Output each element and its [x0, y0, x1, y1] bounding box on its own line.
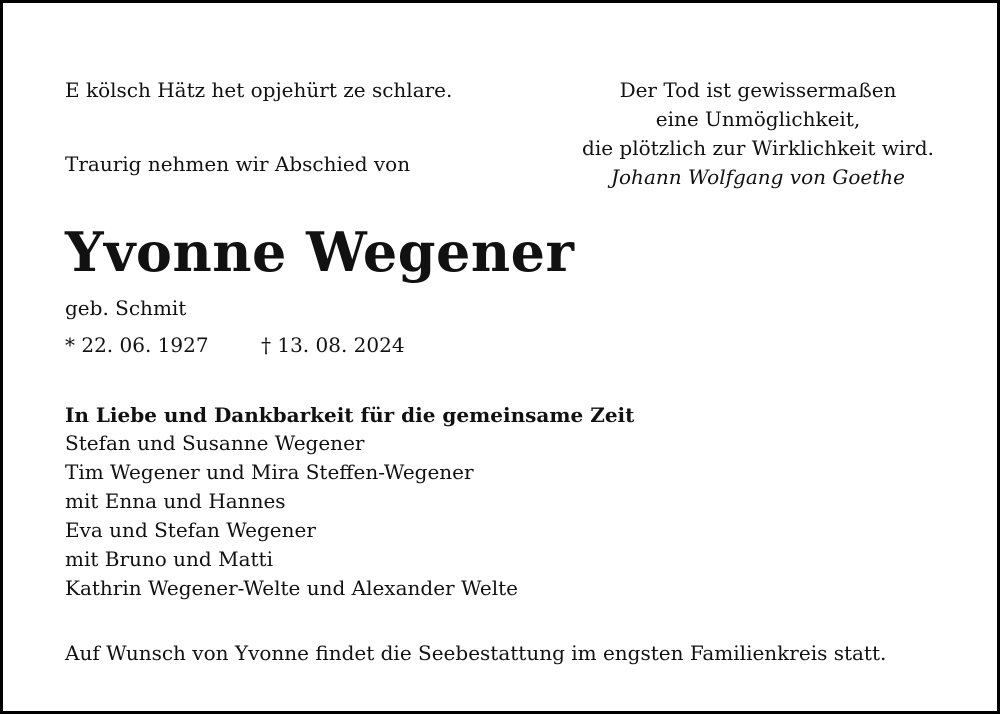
mourners-heading: In Liebe und Dankbarkeit für die gemeinsame Zeit: [65, 403, 635, 427]
motto: E kölsch Hätz het opjehürt ze schlare.: [65, 78, 453, 102]
quote-author: Johann Wolfgang von Goethe: [611, 165, 905, 189]
quote-line: die plötzlich zur Wirklichkeit wird.: [582, 136, 934, 160]
maiden-name: geb. Schmit: [65, 296, 187, 320]
mourner-line: Stefan und Susanne Wegener: [65, 431, 365, 455]
birth-date: * 22. 06. 1927: [65, 333, 209, 357]
mourners-list: [65, 429, 518, 603]
quote-block: [573, 76, 943, 192]
mourner-line: mit Bruno und Matti: [65, 547, 273, 571]
deceased-name: Yvonne Wegener: [65, 220, 575, 284]
burial-notice: Auf Wunsch von Yvonne findet die Seebestattung im engsten Familienkreis statt.: [65, 641, 887, 665]
mourner-line: Eva und Stefan Wegener: [65, 518, 316, 542]
mourner-line: Kathrin Wegener-Welte und Alexander Welte: [65, 576, 518, 600]
death-date: † 13. 08. 2024: [261, 333, 405, 357]
mourner-line: Tim Wegener und Mira Steffen-Wegener: [65, 460, 474, 484]
intro-text: Traurig nehmen wir Abschied von: [65, 152, 411, 176]
quote-line: Der Tod ist gewissermaßen: [619, 78, 897, 102]
quote-line: eine Unmöglichkeit,: [655, 107, 861, 131]
mourner-line: mit Enna und Hannes: [65, 489, 286, 513]
